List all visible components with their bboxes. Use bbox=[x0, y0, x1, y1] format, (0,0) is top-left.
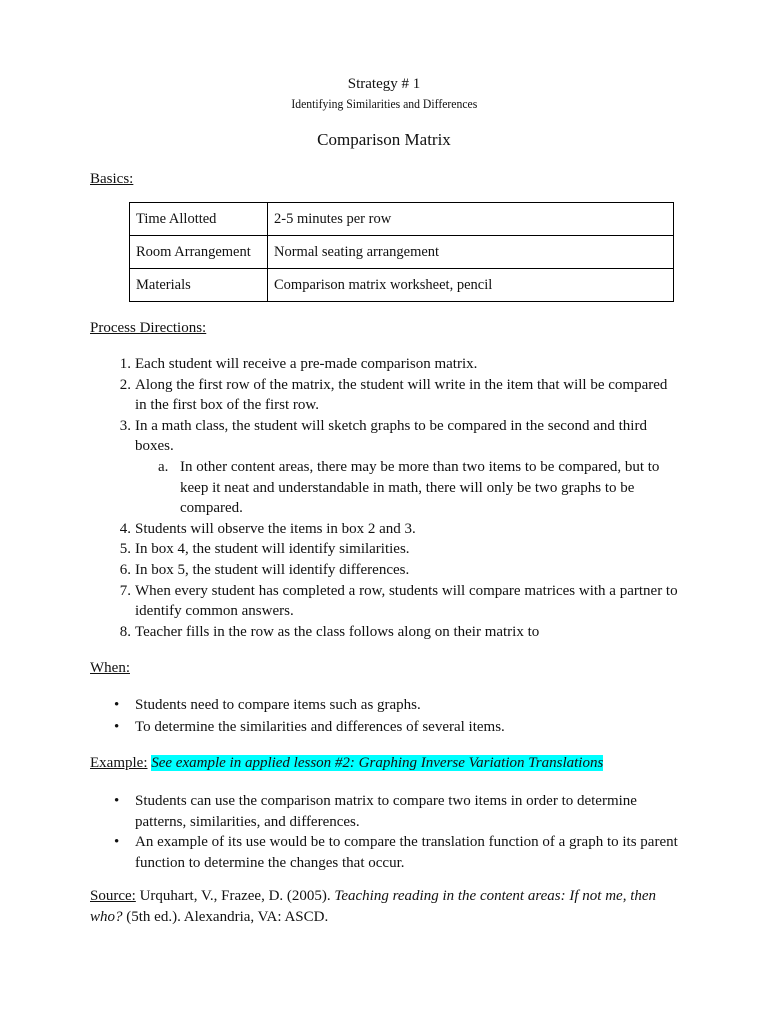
source-book-title: Teaching reading in the content areas: If not me, then who? bbox=[90, 888, 657, 925]
list-item bbox=[119, 375, 680, 416]
example-heading: Example: bbox=[90, 755, 148, 771]
strategy-subtitle bbox=[0, 96, 768, 112]
table-row bbox=[130, 269, 674, 302]
process-steps-list bbox=[119, 354, 680, 642]
bullet-icon: • bbox=[114, 718, 120, 735]
list-item-text: Students need to compare items such as graphs. bbox=[135, 697, 421, 713]
list-item-text: Students will observe the items in box 2 and 3. bbox=[135, 520, 416, 537]
list-item bbox=[119, 519, 680, 540]
bullet-icon: • bbox=[114, 697, 120, 713]
list-item bbox=[119, 354, 680, 375]
table-row bbox=[130, 203, 674, 236]
sub-list-item bbox=[135, 457, 680, 519]
list-item-text: An example of its use would be to compare the translation function of a graph to its parent function to determine the changes that occur. bbox=[135, 834, 678, 871]
when-heading: When: bbox=[90, 660, 130, 676]
source-heading: Source: bbox=[90, 888, 136, 904]
list-item bbox=[114, 832, 680, 873]
list-item bbox=[119, 622, 680, 643]
list-item bbox=[119, 581, 680, 622]
bullet-icon: • bbox=[114, 793, 120, 809]
table-cell-value: Comparison matrix worksheet, pencil bbox=[268, 269, 674, 302]
list-number: 7. bbox=[119, 582, 131, 599]
page-title: Comparison Matrix bbox=[317, 130, 451, 149]
table-cell-label: Room Arrangement bbox=[130, 236, 268, 269]
strategy-number: Strategy # 1 bbox=[347, 76, 421, 92]
list-item-text: When every student has completed a row, students will compare matrices with a partner to identify common answers. bbox=[135, 582, 678, 620]
process-heading: Process Directions: bbox=[90, 320, 207, 336]
list-number: 6. bbox=[119, 561, 131, 578]
list-item bbox=[119, 539, 680, 560]
list-number: 5. bbox=[119, 541, 131, 558]
list-item-text: Each student will receive a pre-made comparison matrix. bbox=[135, 356, 478, 372]
list-item-text: In box 5, the student will identify differences. bbox=[135, 561, 410, 578]
basics-table bbox=[129, 202, 674, 302]
list-number: 4. bbox=[119, 520, 131, 537]
table-row bbox=[130, 236, 674, 269]
list-number: 3. bbox=[119, 417, 131, 434]
list-item bbox=[114, 717, 680, 738]
table-cell-value: 2-5 minutes per row bbox=[268, 203, 674, 236]
list-item bbox=[114, 695, 680, 716]
example-line bbox=[90, 753, 603, 774]
list-item-text: To determine the similarities and differences of several items. bbox=[135, 718, 505, 735]
table-cell-label: Materials bbox=[130, 269, 268, 302]
list-item-text: Teacher fills in the row as the class follows along on their matrix to bbox=[135, 623, 540, 640]
source-authors: Urquhart, V., Frazee, D. (2005). bbox=[139, 888, 335, 904]
list-number: 1. bbox=[119, 356, 131, 372]
when-list bbox=[114, 695, 680, 737]
table-cell-value: Normal seating arrangement bbox=[268, 236, 674, 269]
list-item-text: In box 4, the student will identify similarities. bbox=[135, 541, 410, 558]
basics-heading: Basics: bbox=[90, 171, 134, 187]
list-item-text: Students can use the comparison matrix to compare two items in order to determine patterns, similarities, and differences. bbox=[135, 793, 637, 830]
list-item bbox=[119, 416, 680, 519]
list-item-text: Along the first row of the matrix, the student will write in the item that will be compared in the first box of the first row. bbox=[135, 376, 668, 414]
list-number: 2. bbox=[119, 376, 131, 393]
source-publication: (5th ed.). Alexandria, VA: ASCD. bbox=[126, 908, 329, 925]
example-list bbox=[114, 791, 680, 873]
example-link[interactable]: See example in applied lesson #2: Graphing Inverse Variation Translations bbox=[151, 755, 604, 771]
list-item bbox=[114, 791, 680, 832]
source-citation bbox=[90, 886, 680, 927]
strategy-subtitle-text: Identifying Similarities and Differences bbox=[291, 96, 477, 111]
bullet-icon: • bbox=[114, 834, 120, 851]
list-number: 8. bbox=[119, 623, 131, 640]
list-item bbox=[119, 560, 680, 581]
sub-list-item-text: In other content areas, there may be more than two items to be compared, but to keep it neat and understandable in math, there will only be two graphs to be compared. bbox=[180, 458, 660, 517]
list-item-text: In a math class, the student will sketch graphs to be compared in the second and third boxes. bbox=[135, 417, 647, 455]
list-letter: a. bbox=[158, 458, 169, 475]
table-cell-label: Time Allotted bbox=[130, 203, 268, 236]
